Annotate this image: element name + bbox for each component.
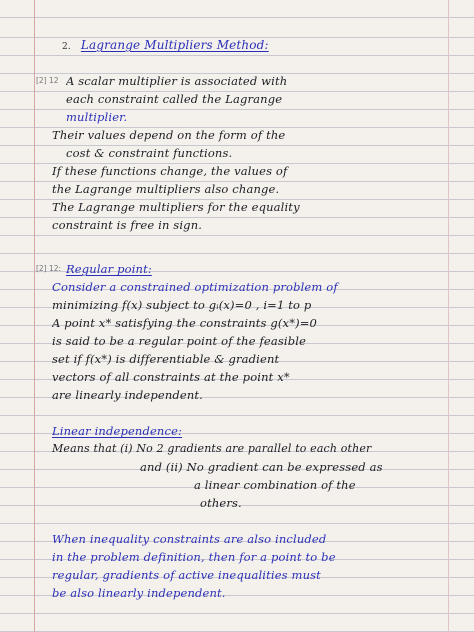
section-heading xyxy=(62,38,452,54)
text-line: A point x* satisfying the constraints g(x*)=0 xyxy=(52,316,317,330)
text-line: regular, gradients of active inequalities must xyxy=(52,568,321,582)
text-line: constraint is free in sign. xyxy=(52,218,203,232)
text-line: The Lagrange multipliers for the equality xyxy=(52,200,300,214)
text-line: Consider a constrained optimization problem of xyxy=(52,280,338,294)
reference-mark: [2] 12 xyxy=(36,76,59,85)
section-number: 2. xyxy=(62,42,71,52)
subheading-linear-independence: Linear independence: xyxy=(52,424,183,438)
text-line: When inequality constraints are also included xyxy=(52,532,327,546)
text-line: Means that (i) No 2 gradients are parallel to each other xyxy=(52,442,372,455)
text-line: in the problem definition, then for a point to be xyxy=(52,550,336,564)
text-line: a linear combination of the xyxy=(194,478,356,492)
text-line: the Lagrange multipliers also change. xyxy=(52,182,280,196)
text-line: multiplier. xyxy=(66,110,128,124)
text-line: vectors of all constraints at the point x* xyxy=(52,370,290,384)
text-line: minimizing f(x) subject to gᵢ(x)=0 , i=1 to p xyxy=(52,298,312,312)
text-line: and (ii) No gradient can be expressed as xyxy=(140,460,383,474)
reference-mark: [2] 12: xyxy=(36,264,62,273)
text-line: is said to be a regular point of the feasible xyxy=(52,334,307,348)
text-line: If these functions change, the values of xyxy=(52,164,288,178)
text-line: are linearly independent. xyxy=(52,388,203,402)
text-line: A scalar multiplier is associated with xyxy=(66,74,288,88)
text-line: each constraint called the Lagrange xyxy=(66,92,283,106)
text-line: be also linearly independent. xyxy=(52,586,226,600)
text-line: Their values depend on the form of the xyxy=(52,128,286,142)
text-line: others. xyxy=(200,496,242,510)
subheading-regular-point: Regular point: xyxy=(66,262,152,276)
section-title: Lagrange Multipliers Method: xyxy=(80,38,269,52)
text-line: set if f(x*) is differentiable & gradient xyxy=(52,352,280,366)
left-margin-line xyxy=(34,0,35,632)
text-line: cost & constraint functions. xyxy=(66,146,233,160)
